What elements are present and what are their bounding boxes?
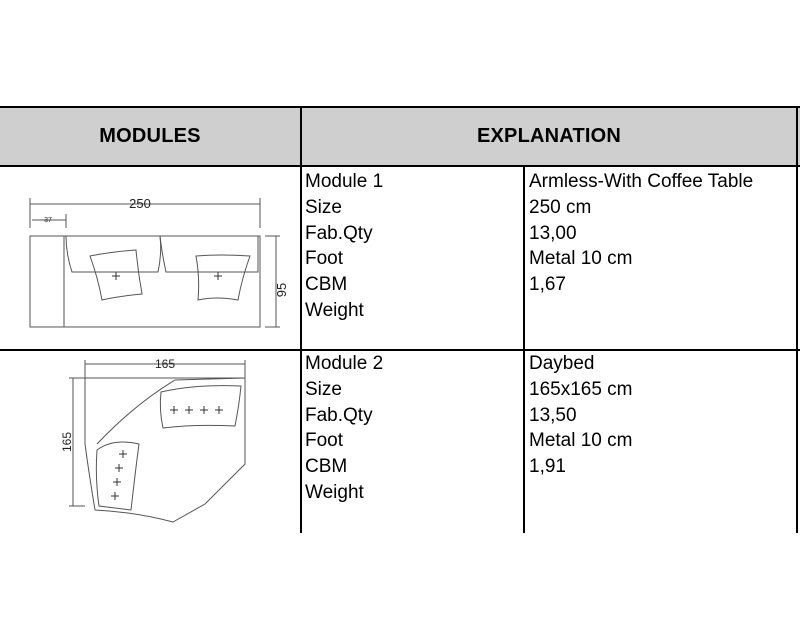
module-2-width-label: 165 bbox=[154, 357, 176, 371]
label-cbm: CBM bbox=[305, 274, 348, 296]
module-1-width-label: 250 bbox=[129, 196, 151, 211]
value-fab-qty: 13,50 bbox=[529, 404, 577, 426]
label-foot: Foot bbox=[305, 430, 344, 452]
value-foot: Metal 10 cm bbox=[529, 248, 633, 270]
table-header-row bbox=[0, 106, 800, 167]
module-2-drawing bbox=[55, 354, 255, 534]
module-1-offset-label: 37 bbox=[44, 217, 52, 224]
value-size: 250 cm bbox=[529, 196, 592, 218]
label-foot: Foot bbox=[305, 248, 344, 270]
row-divider bbox=[0, 349, 800, 351]
page-bottom-blank bbox=[0, 533, 800, 640]
label-fab-qty: Fab.Qty bbox=[305, 222, 373, 244]
header-explanation: EXPLANATION bbox=[476, 125, 622, 147]
value-cbm: 1,67 bbox=[529, 274, 566, 296]
value-fab-qty: 13,00 bbox=[529, 222, 577, 244]
label-size: Size bbox=[305, 196, 342, 218]
label-weight: Weight bbox=[305, 299, 364, 321]
label-module: Module 2 bbox=[305, 353, 384, 374]
module-2-labels bbox=[305, 351, 383, 506]
value-size: 165x165 cm bbox=[529, 378, 633, 400]
module-1-labels bbox=[305, 169, 383, 324]
module-2-values bbox=[529, 351, 633, 480]
module-1-values bbox=[529, 169, 753, 298]
label-weight: Weight bbox=[305, 481, 364, 503]
value-description: Armless-With Coffee Table bbox=[529, 171, 754, 192]
label-cbm: CBM bbox=[305, 456, 348, 478]
value-cbm: 1,91 bbox=[529, 456, 566, 478]
label-fab-qty: Fab.Qty bbox=[305, 404, 373, 426]
value-foot: Metal 10 cm bbox=[529, 430, 633, 452]
header-modules: MODULES bbox=[99, 125, 201, 147]
label-size: Size bbox=[305, 378, 342, 400]
module-1-depth-label: 95 bbox=[274, 282, 289, 298]
label-module: Module 1 bbox=[305, 171, 384, 192]
value-description: Daybed bbox=[529, 353, 595, 374]
module-1-drawing bbox=[20, 184, 290, 339]
module-2-depth-label: 165 bbox=[60, 431, 74, 453]
